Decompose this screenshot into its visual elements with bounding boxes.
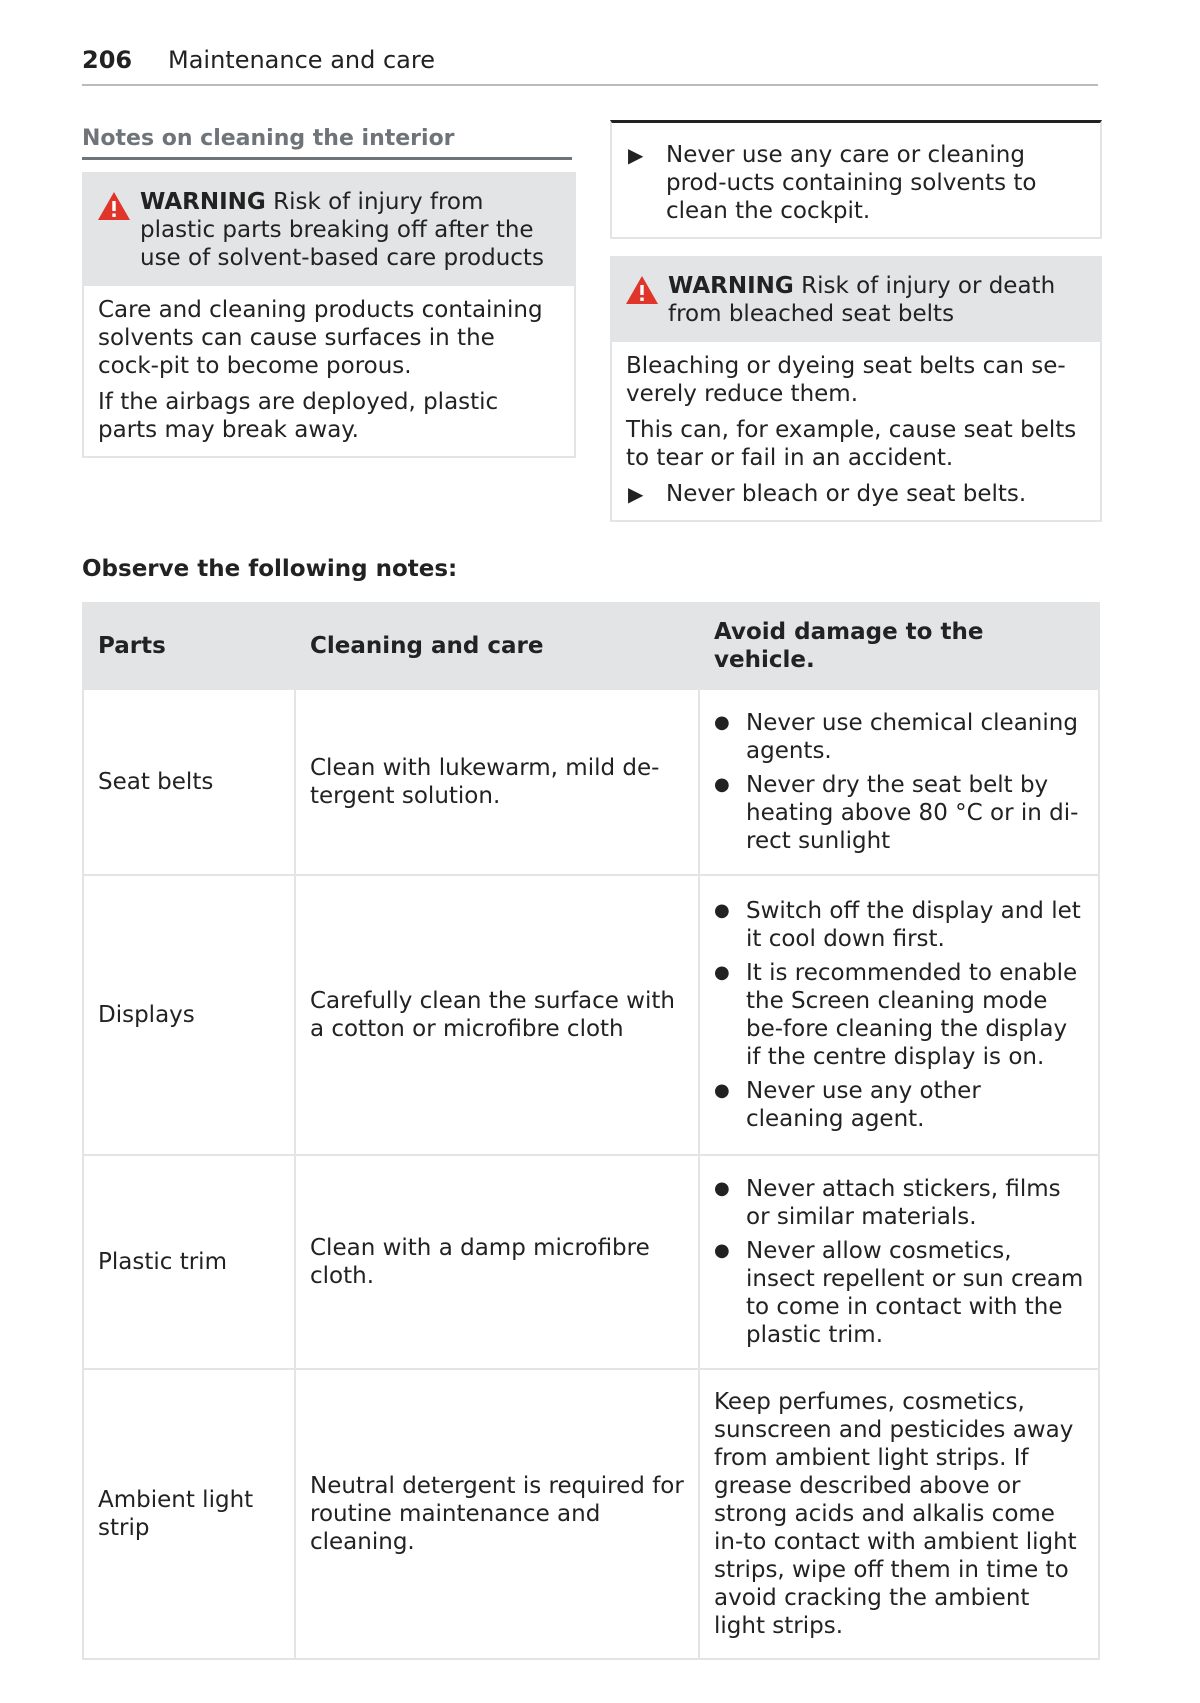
page-header	[82, 44, 1098, 86]
arrow-right-icon: ▶	[628, 143, 644, 167]
list-item: ● It is recommended to enable the Screen cleaning mode be-fore cleaning the display if the centre display is on.	[714, 959, 1084, 1071]
warning-body	[84, 286, 574, 456]
instruction-body	[612, 123, 1100, 237]
instruction-text: Never bleach or dye seat belts.	[666, 481, 1027, 507]
instruction-box	[610, 120, 1102, 239]
warning-paragraph: Care and cleaning products containing solvents can cause surfaces in the cock-pit to become porous.	[98, 297, 543, 379]
part-cell: Displays	[83, 875, 295, 1155]
table-row	[83, 1155, 1099, 1369]
cleaning-notes-table	[82, 602, 1100, 1660]
warning-body	[612, 342, 1100, 520]
instruction-item	[626, 480, 1086, 508]
part-cell: Seat belts	[83, 689, 295, 875]
warning-box-seatbelts	[610, 256, 1102, 522]
warning-triangle-icon	[97, 191, 131, 221]
list-item: ● Never use any other cleaning agent.	[714, 1077, 1084, 1133]
instruction-item	[626, 141, 1086, 225]
warning-paragraph: This can, for example, cause seat belts to tear or fail in an accident.	[626, 417, 1077, 471]
arrow-right-icon: ▶	[628, 482, 644, 506]
warning-label: WARNING	[668, 273, 794, 299]
table-header-row	[83, 603, 1099, 689]
warning-paragraph: If the airbags are deployed, plastic parts may break away.	[98, 389, 499, 443]
instruction-text: Never use any care or cleaning prod-ucts containing solvents to clean the cockpit.	[666, 142, 1037, 224]
list-item: ● Never use chemical cleaning agents.	[714, 709, 1084, 765]
page-number: 206	[82, 46, 133, 74]
warning-title: Risk of injury from plastic parts breaking off after the use of solvent-based care products	[140, 189, 544, 271]
list-item: ● Never attach stickers, films or similar materials.	[714, 1175, 1084, 1231]
avoid-cell	[699, 1155, 1099, 1369]
warning-label: WARNING	[140, 189, 266, 215]
column-header-parts: Parts	[83, 603, 295, 689]
warning-title: Risk of injury or death from bleached seat belts	[668, 273, 1056, 327]
avoid-list	[714, 709, 1084, 855]
avoid-list	[714, 897, 1084, 1133]
chapter-title: Maintenance and care	[168, 46, 435, 74]
warning-triangle-icon	[625, 275, 659, 305]
section-title: Notes on cleaning the interior	[82, 126, 572, 160]
avoid-cell	[699, 689, 1099, 875]
care-cell: Neutral detergent is required for routine maintenance and cleaning.	[295, 1369, 699, 1659]
list-item: ● Switch off the display and let it cool down first.	[714, 897, 1084, 953]
column-header-avoid: Avoid damage to the vehicle.	[699, 603, 1099, 689]
avoid-list	[714, 1175, 1084, 1349]
care-cell: Clean with a damp microfibre cloth.	[295, 1155, 699, 1369]
warning-header	[84, 174, 574, 286]
list-item: ● Never allow cosmetics, insect repellent or sun cream to come in contact with the plastic trim.	[714, 1237, 1084, 1349]
warning-paragraph: Bleaching or dyeing seat belts can se-verely reduce them.	[626, 353, 1066, 407]
avoid-cell: Keep perfumes, cosmetics, sunscreen and pesticides away from ambient light strips. If grease described above or strong acids and alkalis come in-to contact with ambient light strips, wipe off them in time to avoid cracking the ambient light strips.	[699, 1369, 1099, 1659]
avoid-cell	[699, 875, 1099, 1155]
care-cell: Clean with lukewarm, mild de-tergent solution.	[295, 689, 699, 875]
list-item: ● Never dry the seat belt by heating above 80 °C or in di-rect sunlight	[714, 771, 1084, 855]
column-header-cleaning: Cleaning and care	[295, 603, 699, 689]
care-cell: Carefully clean the surface with a cotton or microfibre cloth	[295, 875, 699, 1155]
warning-header	[612, 258, 1100, 342]
table-row	[83, 1369, 1099, 1659]
part-cell: Ambient light strip	[83, 1369, 295, 1659]
part-cell: Plastic trim	[83, 1155, 295, 1369]
table-row	[83, 689, 1099, 875]
observe-heading: Observe the following notes:	[82, 556, 458, 582]
warning-box-plastic	[82, 172, 576, 458]
table-row	[83, 875, 1099, 1155]
